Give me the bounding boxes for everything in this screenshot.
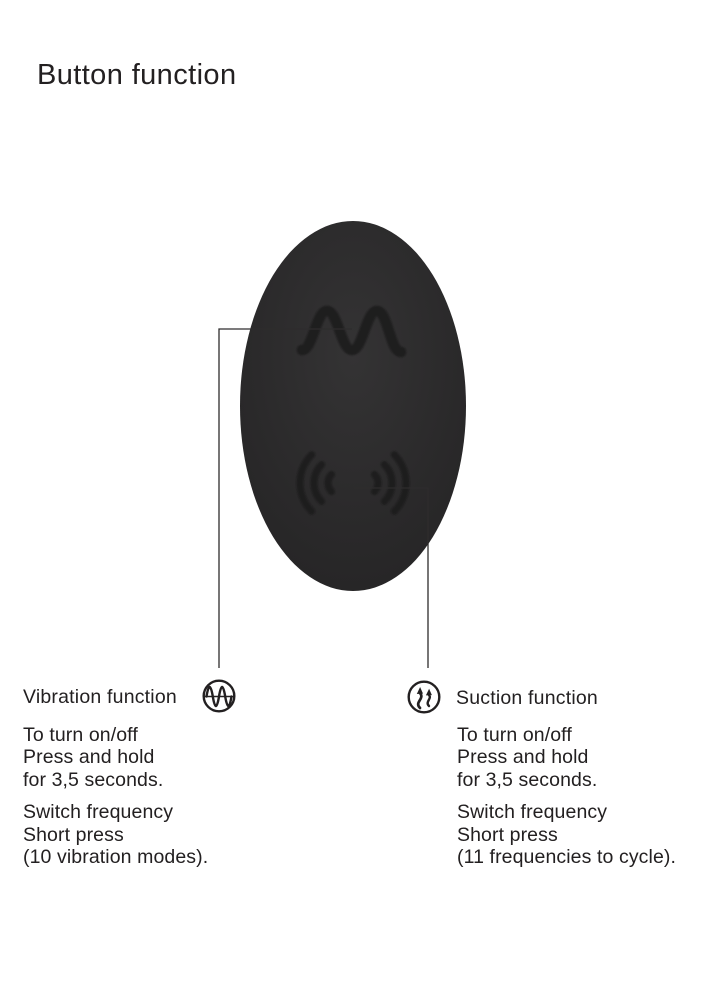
- suction-badge: [407, 680, 441, 714]
- vibration-function-label: Vibration function: [23, 686, 177, 708]
- suction-onoff-paragraph: To turn on/off Press and hold for 3,5 seconds.: [457, 724, 598, 791]
- suction-frequency-paragraph: Switch frequency Short press (11 frequencies to cycle).: [457, 801, 677, 869]
- air-flow-circle-icon: [407, 680, 441, 714]
- suction-function-label: Suction function: [456, 687, 598, 709]
- vibration-frequency-paragraph: Switch frequency Short press (10 vibration modes).: [23, 801, 209, 869]
- device-body: [240, 221, 466, 591]
- vibration-instructions: [23, 724, 208, 868]
- vibration-badge: [202, 679, 236, 713]
- page-title: Button function: [37, 59, 237, 91]
- suction-instructions: [457, 724, 676, 868]
- sine-wave-circle-icon: [202, 679, 236, 713]
- vibration-onoff-paragraph: To turn on/off Press and hold for 3,5 seconds.: [23, 724, 164, 791]
